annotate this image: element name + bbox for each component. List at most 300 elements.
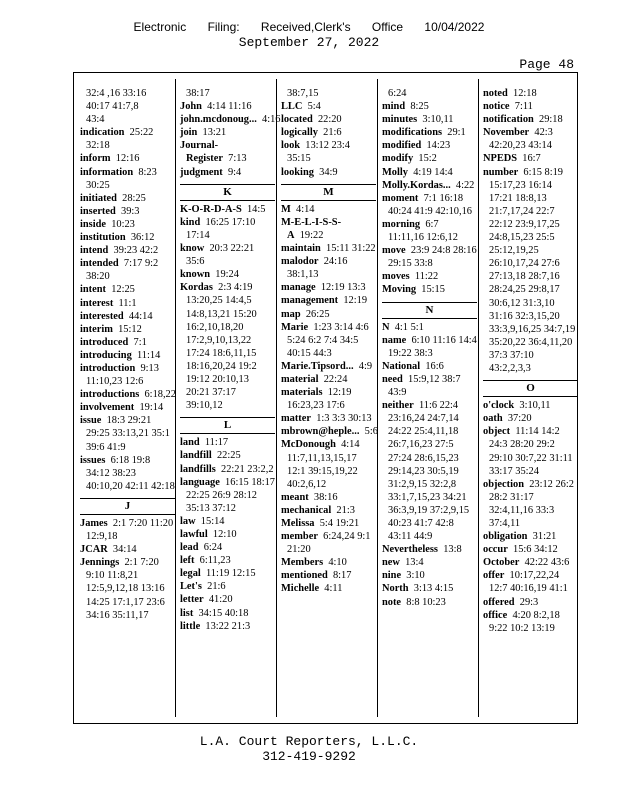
index-entry	[281, 373, 376, 386]
index-word: offer	[483, 570, 505, 582]
index-entry	[281, 582, 376, 595]
index-entry	[281, 438, 376, 490]
index-entry	[80, 310, 175, 323]
index-word: objection	[483, 478, 524, 490]
page-line-refs: 31:21	[532, 531, 557, 543]
index-word: introduction	[80, 362, 136, 374]
page-line-refs: 15:15	[421, 284, 445, 296]
index-entry	[281, 216, 376, 242]
page-line-refs: 4:22	[455, 179, 475, 191]
page-line-refs: 6:18,22	[144, 389, 176, 401]
page-line-refs: 12:18	[513, 88, 537, 99]
index-word: meant	[281, 491, 309, 503]
index-entry	[382, 87, 477, 100]
page-line-refs: 24:16 38:1,13	[287, 256, 348, 281]
index-word: note	[382, 596, 402, 608]
index-entry	[382, 321, 477, 334]
page-line-refs: 6:15 8:19 15:17,23 16:14 17:21 18:8,13 21:7,17,24 22:7 22:12 23:9,17,25 24:8,15,23 25:5 25:12,19,25 26:10,17,24 27:6 27:13,18 28:7,16 28:24,25 29:8,17 30:6,12 31:3,10 31:16 32:3,15,20 33:3,9,16,25 34:7,19 35:20,22 36:4,11,20 37:3 37:10 43:2,2,3,3	[489, 166, 576, 374]
index-word: little	[180, 620, 201, 632]
index-word: matter	[281, 413, 311, 425]
index-word: map	[281, 308, 301, 320]
index-word: land	[180, 437, 200, 449]
page-line-refs: 12:19 16:23,23 17:6	[287, 387, 352, 412]
index-word: M-E-L-I-S-S-A	[281, 216, 342, 241]
page-line-refs: 44:14	[128, 310, 153, 322]
page-line-refs: 8:23 30:25	[86, 166, 157, 191]
index-word: November	[483, 127, 530, 139]
page-line-refs: 42:22 43:6	[524, 557, 570, 569]
index-entry	[80, 152, 175, 165]
index-word: landfills	[180, 463, 216, 475]
index-entry	[281, 530, 376, 556]
index-entry	[180, 87, 275, 100]
page-line-refs: 25:22 32:18	[86, 127, 154, 152]
page-line-refs: 32:4 ,16 33:16	[86, 88, 147, 99]
page-line-refs: 8:8 10:23	[406, 596, 446, 608]
index-word: object	[483, 426, 511, 438]
page-line-refs: 39:3	[121, 205, 140, 217]
index-word: materials	[281, 387, 323, 399]
index-entry	[80, 244, 175, 257]
index-word: move	[382, 245, 406, 257]
index-entry	[382, 596, 477, 609]
index-word: landfill	[180, 450, 212, 462]
page-line-refs: 11:6 22:4 23:16,24 24:7,14 24:22 25:4,11,18 26:7,16,23 27:5 27:24 28:6,15,23 29:14,23 30:5,19 31:2,9,15 32:2,8 33:1,7,15,23 34:21 36:3,9,19 37:2,9,15 40:23 41:7 42:8 43:11 44:9	[388, 400, 470, 543]
index-entry	[180, 242, 275, 268]
index-word: list	[180, 607, 194, 619]
page-line-refs: 15:11 31:22	[326, 243, 376, 255]
index-word: join	[180, 127, 198, 139]
index-word: National	[382, 360, 421, 372]
index-entry	[382, 334, 477, 360]
page-line-refs: 9:13 11:10,23 12:6	[86, 362, 159, 388]
page-line-refs: 15:6 34:12	[513, 544, 558, 556]
index-word: interested	[80, 310, 124, 322]
index-column-2	[180, 87, 281, 633]
index-word: office	[483, 609, 508, 621]
index-entry	[483, 126, 578, 152]
index-entry	[80, 543, 175, 556]
index-column-4	[382, 87, 477, 609]
index-entry	[483, 478, 578, 530]
index-word: letter	[180, 594, 204, 606]
index-word: information	[80, 166, 134, 178]
index-entry	[483, 569, 578, 595]
index-entry	[281, 203, 376, 216]
index-word: malodor	[281, 256, 319, 268]
index-entry	[180, 463, 275, 476]
index-entry	[483, 609, 578, 635]
page-line-refs: 38:17	[186, 88, 210, 99]
index-entry	[180, 203, 275, 216]
page-line-refs: 34:9	[319, 166, 338, 178]
page-line-refs: 6:24,24 9:1 21:20	[287, 531, 371, 556]
index-entry	[180, 476, 275, 515]
page-line-refs: 7:11	[514, 101, 533, 113]
index-entry	[80, 283, 175, 296]
index-entry	[483, 412, 578, 425]
index-word: left	[180, 555, 195, 567]
index-entry	[180, 620, 275, 633]
page-line-refs: 29:1	[447, 127, 466, 139]
page-line-refs: 11:22	[414, 271, 439, 283]
index-entry	[281, 139, 376, 165]
index-word: obligation	[483, 531, 528, 543]
index-word: mbrown@heple...	[281, 426, 360, 438]
index-entry	[180, 554, 275, 567]
index-entry	[281, 321, 376, 360]
index-entry	[281, 126, 376, 139]
index-word: look	[281, 140, 301, 152]
index-word: minutes	[382, 114, 418, 126]
page-line-refs: 40:17 41:7,8	[86, 101, 139, 113]
page-line-refs: 21:6	[323, 127, 342, 139]
index-word: judgment	[180, 166, 223, 178]
index-entry	[80, 454, 175, 493]
index-entry	[180, 436, 275, 449]
page-line-refs: 11:17	[204, 437, 229, 449]
index-entry	[281, 100, 376, 113]
page-line-refs: 11:14 14:2 24:3 28:20 29:2 29:10 30:7,22 31:11 33:17 35:24	[489, 426, 573, 477]
page-line-refs: 12:16	[115, 153, 140, 165]
page-line-refs: 4:10	[328, 557, 347, 569]
index-entry	[180, 541, 275, 554]
index-entry	[80, 388, 175, 401]
page-line-refs: 18:3 29:21 29:25 33:13,21 35:1 39:6 41:9	[86, 415, 170, 453]
index-word: M	[281, 203, 291, 215]
page-line-refs: 8:17	[332, 570, 352, 582]
index-word: North	[382, 583, 409, 595]
section-letter: M	[281, 184, 376, 201]
index-word: inside	[80, 218, 106, 230]
index-word: member	[281, 531, 318, 543]
index-word: name	[382, 334, 407, 346]
index-entry	[80, 414, 175, 453]
index-entry	[382, 218, 477, 244]
index-entry	[180, 268, 275, 281]
page-line-refs: 16:15 18:17 22:25 26:9 28:12 35:13 37:12	[186, 476, 275, 514]
index-entry	[382, 556, 477, 569]
page-line-refs: 9:4	[227, 166, 242, 178]
index-word: issues	[80, 454, 106, 466]
index-entry	[382, 270, 477, 283]
page-line-refs: 6:11,23	[199, 555, 231, 567]
index-entry	[382, 100, 477, 113]
index-entry	[382, 399, 477, 543]
index-entry	[382, 139, 477, 152]
page-line-refs: 21:6	[207, 581, 226, 593]
index-word: logically	[281, 127, 318, 139]
index-word: Michelle	[281, 583, 320, 595]
index-word: mentioned	[281, 570, 328, 582]
page-line-refs: 38:7,15	[287, 88, 319, 99]
index-entry	[382, 126, 477, 139]
index-entry	[180, 567, 275, 580]
page-line-refs: 1:3 3:3 30:13	[316, 413, 372, 425]
page-line-refs: 15:14	[200, 515, 225, 527]
index-word: intent	[80, 284, 106, 296]
index-word: language	[180, 476, 220, 488]
index-word: lawful	[180, 529, 208, 540]
page-line-refs: 4:14	[296, 203, 315, 215]
page-line-refs: 23:9 24:8 28:16 29:15 33:8	[388, 245, 477, 270]
page-line-refs: 12:19 13:3	[320, 282, 366, 294]
index-entry	[80, 323, 175, 336]
index-word: Moving	[382, 284, 417, 296]
index-entry	[80, 231, 175, 244]
page-line-refs: 13:22 21:3	[205, 620, 251, 632]
index-word: kind	[180, 216, 201, 228]
page-line-refs: 6:7 11:11,16 12:6,12	[388, 218, 458, 244]
index-word: inform	[80, 153, 111, 165]
index-entry	[80, 349, 175, 362]
page-line-refs: 34:15 40:18	[198, 607, 249, 619]
index-entry	[483, 87, 578, 100]
index-entry	[80, 336, 175, 349]
filing-word-3: Received,Clerk's	[260, 20, 351, 34]
page-line-refs: 4:19 14:4	[413, 166, 453, 178]
index-entry	[80, 218, 175, 231]
page-line-refs: 7:17 9:2 38:20	[86, 258, 159, 283]
index-word: moment	[382, 192, 419, 204]
index-entry	[382, 179, 477, 192]
page-line-refs: 14:23	[426, 140, 451, 152]
index-entry	[180, 528, 275, 541]
index-entry	[281, 255, 376, 281]
index-word: inserted	[80, 205, 116, 217]
page-line-refs: 38:16	[313, 491, 338, 503]
index-entry	[483, 530, 578, 543]
index-entry	[80, 113, 175, 126]
index-column-5	[483, 87, 578, 635]
page-line-refs: 13:21	[202, 127, 227, 139]
index-word: modify	[382, 153, 414, 165]
column-divider	[377, 79, 378, 717]
index-word: indication	[80, 127, 125, 139]
index-entry	[80, 126, 175, 152]
index-entry	[180, 607, 275, 620]
index-entry	[382, 192, 477, 218]
page-line-refs: 3:10,11	[519, 400, 551, 412]
page-line-refs: 13:4	[405, 557, 424, 569]
filing-word-4: Office	[371, 20, 404, 34]
index-entry	[180, 515, 275, 528]
index-entry	[180, 139, 275, 165]
page-number: Page 48	[519, 57, 574, 72]
section-letter: L	[180, 417, 275, 434]
index-entry	[80, 257, 175, 283]
section-letter: N	[382, 302, 477, 319]
index-word: initiated	[80, 192, 117, 204]
index-entry	[180, 281, 275, 412]
index-entry	[281, 556, 376, 569]
index-word: modifications	[382, 127, 443, 139]
index-word: maintain	[281, 243, 321, 255]
index-word: oath	[483, 413, 503, 425]
page-line-refs: 1:23 3:14 4:6 5:24 6:2 7:4 34:5 40:15 44:3	[287, 321, 369, 359]
index-word: occur	[483, 544, 508, 556]
index-entry	[80, 297, 175, 310]
index-word: intend	[80, 245, 109, 257]
page-line-refs: 8:25	[410, 101, 429, 113]
index-word: introduced	[80, 336, 129, 348]
page-line-refs: 22:20	[317, 114, 342, 126]
index-word: number	[483, 166, 519, 178]
index-entry	[382, 582, 477, 595]
page-line-refs: 22:25	[216, 450, 241, 462]
index-word: modified	[382, 140, 422, 152]
index-word: introducing	[80, 349, 132, 361]
index-entry	[80, 166, 175, 192]
page-line-refs: 7:1	[133, 336, 147, 348]
index-word: Nevertheless	[382, 544, 438, 556]
index-entry	[382, 360, 477, 373]
index-entry	[180, 100, 275, 113]
index-entry	[382, 283, 477, 296]
index-word: October	[483, 557, 520, 569]
filing-date: 10/04/2022	[424, 20, 485, 34]
index-entry	[483, 556, 578, 569]
index-word: need	[382, 373, 403, 385]
page-line-refs: 6:10 11:16 14:4 19:22 38:3	[388, 334, 477, 359]
index-entry	[281, 412, 376, 425]
index-word: interest	[80, 297, 114, 309]
index-entry	[382, 244, 477, 270]
page-line-refs: 19:22	[299, 229, 324, 241]
index-entry	[80, 205, 175, 218]
page-line-refs: 36:12	[130, 232, 155, 244]
page-line-refs: 12:10	[212, 529, 237, 540]
index-word: Molly	[382, 166, 408, 178]
page-line-refs: 42:3 42:20,23 43:14	[489, 127, 553, 152]
section-letter: J	[80, 498, 175, 515]
page-line-refs: 13:12 23:4 35:15	[287, 140, 351, 165]
index-entry	[180, 216, 275, 242]
page-line-refs: 11:1	[118, 297, 137, 309]
index-word: issue	[80, 415, 102, 427]
index-entry	[483, 399, 578, 412]
index-word: manage	[281, 282, 316, 294]
page-line-refs: 4:16	[262, 114, 281, 126]
reporter-company: L.A. Court Reporters, L.L.C.	[199, 734, 419, 749]
index-entry	[80, 362, 175, 388]
index-entry	[382, 373, 477, 399]
index-word: mechanical	[281, 504, 332, 516]
index-word: legal	[180, 568, 201, 580]
index-word: Molly.Kordas...	[382, 179, 451, 191]
index-word: law	[180, 515, 196, 527]
page-line-refs: 29:18	[539, 114, 563, 126]
page-line-refs: 3:10,11	[422, 114, 454, 126]
page-line-refs: 16:7	[522, 153, 541, 165]
index-entry	[180, 593, 275, 606]
index-word: notification	[483, 114, 534, 126]
index-entry	[80, 192, 175, 205]
index-entry	[483, 543, 578, 556]
filing-word-1: Electronic	[133, 20, 187, 34]
index-word: John	[180, 101, 202, 113]
index-word: looking	[281, 166, 314, 178]
page-line-refs: 7:13	[228, 153, 247, 165]
index-entry	[180, 449, 275, 462]
page-line-refs: 23:12 26:2 28:2 31:17 32:4,11,16 33:3 37:4,11	[489, 478, 574, 529]
index-entry	[281, 491, 376, 504]
index-column-1	[80, 87, 175, 622]
page-line-refs: 21:3	[336, 504, 355, 516]
page-line-refs: 28:25	[122, 192, 146, 204]
index-word: JCAR	[80, 544, 108, 556]
index-entry	[483, 425, 578, 477]
index-entry	[281, 569, 376, 582]
page-line-refs: 5:4	[307, 101, 321, 113]
filing-word-2: Filing:	[207, 20, 240, 34]
page-line-refs: 14:5	[246, 203, 266, 215]
page-line-refs: 6:24	[388, 88, 407, 99]
page-line-refs: 15:2	[418, 153, 437, 165]
page-line-refs: 4:11	[324, 583, 343, 595]
page-line-refs: 29:3	[519, 596, 539, 608]
index-word: known	[180, 269, 211, 281]
index-word: Marie.Tipsord...	[281, 360, 354, 372]
page-line-refs: 16:25 17:10 17:14	[186, 216, 256, 241]
index-word: intended	[80, 258, 119, 270]
index-entry	[483, 100, 578, 113]
page-line-refs: 10:17,22,24 12:7 40:16,19 41:1	[489, 570, 568, 595]
page-line-refs: 26:25	[305, 308, 330, 320]
index-word: interim	[80, 323, 113, 335]
index-word: LLC	[281, 101, 303, 113]
index-entry	[281, 87, 376, 100]
page-line-refs: 3:13 4:15	[413, 583, 454, 595]
index-entry	[483, 113, 578, 126]
index-entry	[281, 386, 376, 412]
index-word: nine	[382, 570, 402, 582]
index-entry	[281, 294, 376, 307]
page-line-refs: 19:14	[139, 402, 164, 414]
index-word: N	[382, 321, 390, 333]
index-entry	[80, 556, 175, 621]
page-line-refs: 43:4	[86, 114, 105, 126]
index-entry	[281, 242, 376, 255]
index-word: K-O-R-D-A-S	[180, 203, 242, 215]
index-word: McDonough	[281, 439, 336, 451]
page-line-refs: 2:1 7:20 9:10 11:8,21 12:5,9,12,18 13:16 14:25 17:1,17 23:6 34:16 35:11,17	[86, 557, 165, 621]
index-word: Kordas	[180, 282, 213, 294]
index-entry	[281, 113, 376, 126]
index-entry	[281, 308, 376, 321]
page-line-refs: 10:23	[111, 218, 135, 230]
page-line-refs: 4:20 8:2,18 9:22 10:2 13:19	[489, 609, 560, 634]
page-line-refs: 11:14	[136, 349, 161, 361]
page-line-refs: 22:24	[323, 373, 348, 385]
index-entry	[281, 360, 376, 373]
index-word: Jennings	[80, 557, 120, 569]
index-word: know	[180, 243, 205, 255]
page-line-refs: 4:14 11:16	[207, 101, 252, 113]
index-word: James	[80, 518, 108, 529]
page-line-refs: 34:14	[112, 544, 137, 556]
page-line-refs: 5:4 19:21	[319, 518, 360, 529]
page-line-refs: 37:20	[507, 413, 532, 425]
index-word: NPEDS	[483, 153, 518, 165]
index-word: noted	[483, 88, 508, 99]
index-word: morning	[382, 218, 421, 230]
page-line-refs: 39:23 42:2	[113, 245, 159, 257]
index-word: offered	[483, 596, 515, 608]
index-entry	[180, 580, 275, 593]
reporter-phone: 312-419-9292	[262, 749, 356, 764]
page-line-refs: 5:6	[364, 426, 378, 438]
